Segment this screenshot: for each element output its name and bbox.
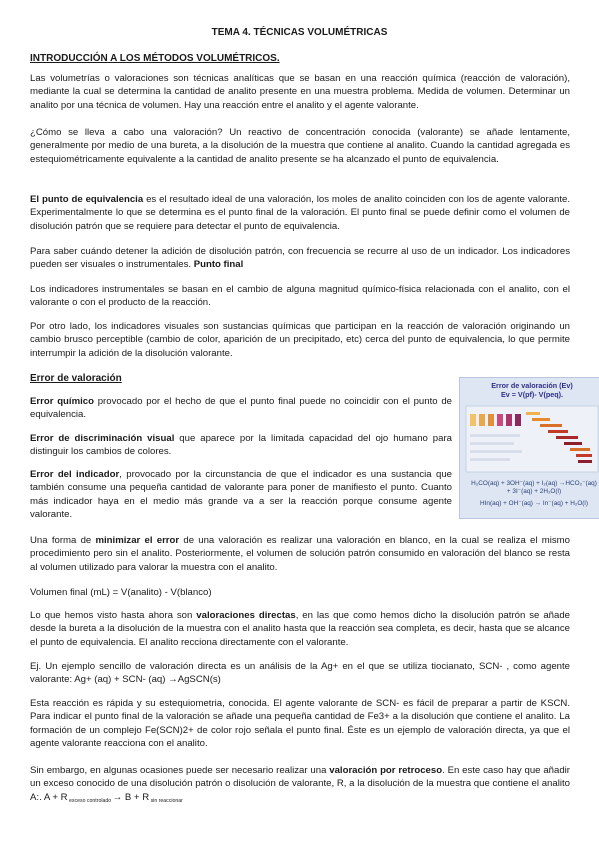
back-titration-text-b: . En este caso hay que añadir un exceso conocido de una disolución patrón o disolución de valorante, R, a la disolución de la muestra que contiene el analito A:. A + R <box>30 765 571 803</box>
paragraph-back-titration <box>30 764 570 808</box>
indicators-text: Para saber cuándo detener la adición de disolución patrón, con frecuencia se recurre al uso de un indicador. Los indicadores pueden ser visuales o instrumentales. <box>30 246 570 271</box>
direct-titrations-text-a: Lo que hemos visto hasta ahora son <box>30 610 197 621</box>
chemical-error-term: Error químico <box>30 396 94 407</box>
minimize-error-term: minimizar el error <box>95 535 180 546</box>
paragraph-visual-error <box>30 432 452 459</box>
minimize-error-text-b: de una valoración es realizar una valoración en blanco, en la cual se realiza el mismo procedimiento pero sin el analito. Posteriormente, el volumen de solución patrón consumido en valoración del blanco se resta al volumen utilizado para valorar la muestra con el analito. <box>30 535 570 573</box>
equivalence-point-term: El punto de equivalencia <box>30 194 144 205</box>
paragraph-direct-titrations <box>30 609 570 649</box>
figure-formula: Ev = V(pf)- V(peq). <box>500 390 564 399</box>
paragraph-minimize-error <box>30 534 570 574</box>
paragraph-intro: Las volumetrías o valoraciones son técnicas analíticas que se basan en una reacción química (reacción de valoración), mediante la cual se determina la cantidad de analito presente en una muestra problema. Medida de volumen. Determinar un analito por una técnica de volumen. Hay una reacción entre el analito y el agente valorante. <box>30 73 570 111</box>
paragraph-chemical-error <box>30 395 452 422</box>
titration-error-figure <box>459 377 599 519</box>
paragraph-equivalence-point <box>30 193 570 233</box>
unreacted-subscript: sin reaccionar <box>149 797 183 804</box>
visual-error-term: Error de discriminación visual <box>30 433 175 444</box>
final-volume-formula: Volumen final (mL) = V(analito) - V(blanco) <box>30 587 212 598</box>
paragraph-how-titration: ¿Cómo se lleva a cabo una valoración? Un reactivo de concentración conocida (valorante) se añade lentamente, generalmente por medio de una bureta, a la disolución de la muestra que contiene al analito. Cuando la cantidad agregada es estequiométricamente equivalente a la cantidad de analito presente se ha alcanzado el punto de equivalencia. <box>30 127 570 165</box>
error-heading: Error de valoración <box>30 373 122 384</box>
paragraph-reaction-details: Esta reacción es rápida y su estequiometria, conocida. El agente valorante de SCN- es fácil de preparar a partir de KSCN. Para indicar el punto final de la valoración se añade una pequeña cantidad de Fe3+ a la disolución que contiene el analito. La formación de un complejo Fe(SCN)2+ de color rojo señala el punto final. Éste es un ejemplo de valoración directa, ya que el agente valorante reacciona con el analito. <box>30 698 570 750</box>
figure-equation-1-cont: + 3I⁻(aq) + 2H₂O(l) <box>506 488 562 495</box>
minimize-error-text-a: Una forma de <box>30 535 96 546</box>
visual-error-text: que aparece por la limitada capacidad del ojo humano para distinguir los cambios de colores. <box>30 433 453 458</box>
equivalence-point-text: es el resultado ideal de una valoración, los moles de analito coinciden con los de agente valorante. Experimentalmente lo que se determina es el punto final de la valoración. El punto final se puede definir como el volumen de disolución patrón que se requiere para detectar el punto de equivalencia. <box>30 194 570 232</box>
back-titration-text-a: Sin embargo, en algunas ocasiones puede ser necesario realizar una <box>30 765 330 776</box>
page-title: TEMA 4. TÉCNICAS VOLUMÉTRICAS <box>211 27 388 38</box>
titration-flasks-illustration <box>460 404 599 474</box>
excess-subscript: exceso controlado <box>67 797 113 804</box>
chemical-error-text: provocado por el hecho de que el punto final puede no coincidir con el punto de equivalencia. <box>30 396 453 421</box>
figure-equation-2: HIn(aq) + OH⁻(aq) → In⁻(aq) + H₂O(l) <box>480 500 588 507</box>
paragraph-visual-indicators: Por otro lado, los indicadores visuales son sustancias químicas que participan en la reacción de valoración originando un cambio brusco perceptible (cambio de color, aparición de un precipitado, etc) cerca del punto de equivalencia, lo que permite interrumpir la adición de la disolución valorante. <box>30 321 570 359</box>
back-titration-term: valoración por retroceso <box>329 765 443 776</box>
figure-title: Error de valoración (Ev) <box>491 381 573 390</box>
back-titration-reaction: → B + R <box>112 791 150 803</box>
direct-titrations-term: valoraciones directas <box>196 610 296 621</box>
paragraph-silver-example: Ej. Un ejemplo sencillo de valoración directa es un análisis de la Ag+ en el que se utiliza tiocianato, SCN- , como agente valorante: Ag+ (aq) + SCN- (aq) →AgSCN(s) <box>30 661 570 686</box>
direct-titrations-text-b: , en las que como hemos dicho la disolución patrón se añade desde la bureta a la disolución de la muestra con el analito hasta que la reacción sea completa, es decir, hasta que se alcance el punto de equivalencia. El analito recciona directamente con el valorante. <box>30 610 570 648</box>
figure-equation-1: H₂CO(aq) + 3OH⁻(aq) + I₂(aq) →HCO₂⁻(aq) <box>471 480 597 487</box>
intro-heading: INTRODUCCIÓN A LOS MÉTODOS VOLUMÉTRICOS. <box>30 53 280 64</box>
paragraph-instrumental-indicators: Los indicadores instrumentales se basan en el cambio de alguna magnitud químico-física relacionada con el analito, con el valorante o con el producto de la reacción. <box>30 284 570 309</box>
endpoint-term: Punto final <box>193 259 244 271</box>
indicator-error-text: , provocado por la circunstancia de que el indicador es una sustancia que también consume una pequeña cantidad de valorante para poner de manifiesto el punto. Cuanto más indicador haya en el medio más grande va a ser la reacción porque consume agente valorante. <box>30 469 452 521</box>
paragraph-indicators <box>30 245 570 272</box>
indicator-error-term: Error del indicador <box>30 469 120 480</box>
paragraph-indicator-error <box>30 468 452 522</box>
